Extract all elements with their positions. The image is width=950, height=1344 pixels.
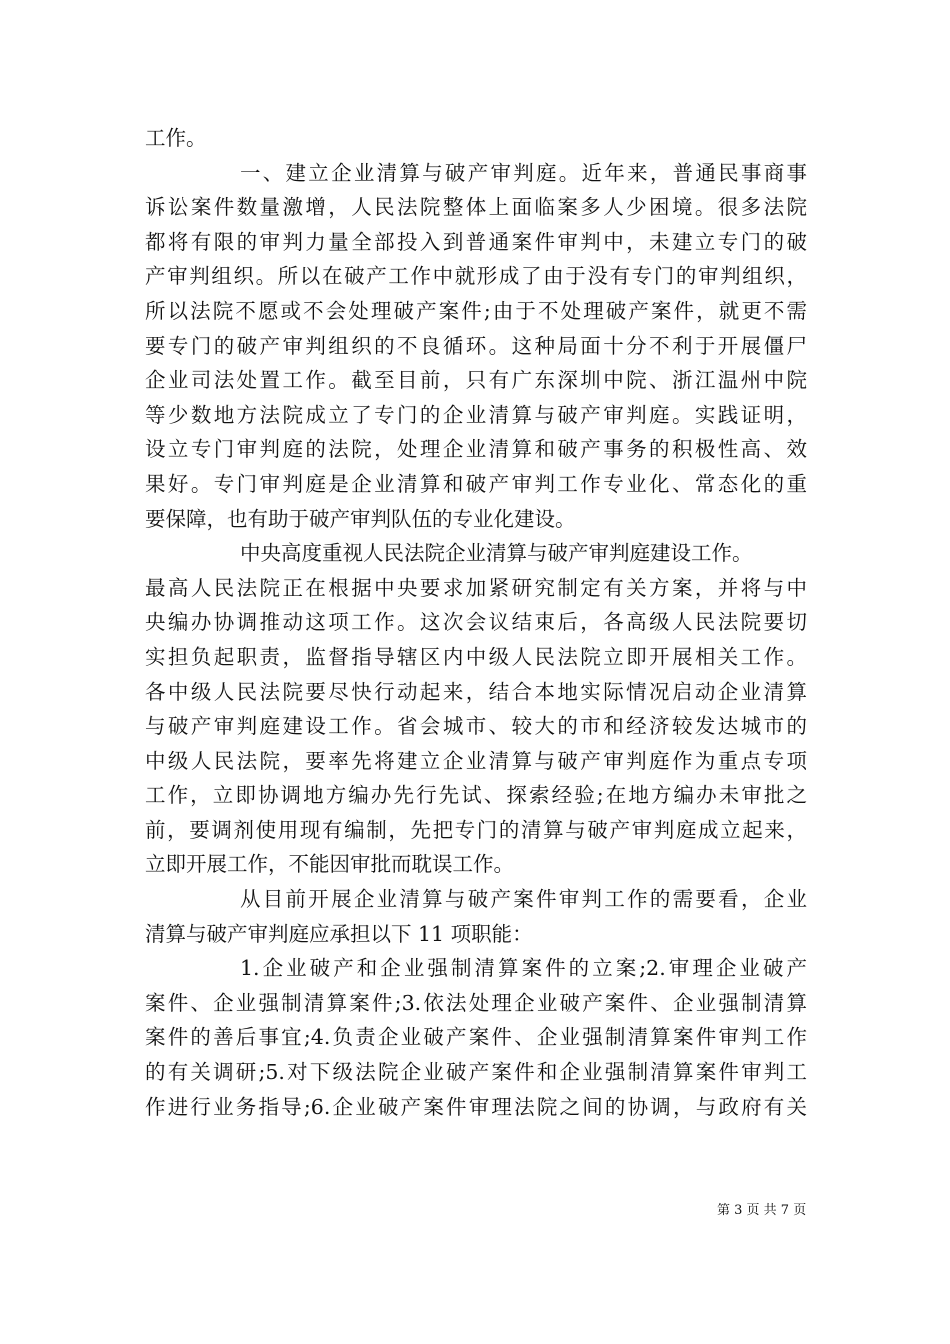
text-line: 一、建立企业清算与破产审判庭。近年来，普通民事商事 <box>240 160 807 185</box>
document-body <box>145 121 807 1124</box>
text-line: 设立专门审判庭的法院，处理企业清算和破产事务的积极性高、效 <box>145 437 807 462</box>
text-line: 工作，立即协调地方编办先行先试、探索经验;在地方编办未审批之 <box>145 783 807 808</box>
text-line: 中央高度重视人民法院企业清算与破产审判庭建设工作。 <box>240 541 753 566</box>
text-line: 央编办协调推动这项工作。这次会议结束后，各高级人民法院要切 <box>145 610 807 635</box>
text-line: 要保障，也有助于破产审判队伍的专业化建设。 <box>145 506 576 531</box>
text-line: 企业司法处置工作。截至目前，只有广东深圳中院、浙江温州中院 <box>145 368 807 393</box>
text-line: 产审判组织。所以在破产工作中就形成了由于没有专门的审判组织， <box>145 264 807 289</box>
text-line: 所以法院不愿或不会处理破产案件;由于不处理破产案件，就更不需 <box>145 298 807 323</box>
text-line: 与破产审判庭建设工作。省会城市、较大的市和经济较发达城市的 <box>145 714 807 739</box>
text-line: 要专门的破产审判组织的不良循环。这种局面十分不利于开展僵尸 <box>145 333 807 358</box>
text-line: 果好。专门审判庭是企业清算和破产审判工作专业化、常态化的重 <box>145 471 807 496</box>
text-line: 案件、企业强制清算案件;3.依法处理企业破产案件、企业强制清算 <box>145 990 807 1015</box>
text-line: 案件的善后事宜;4.负责企业破产案件、企业强制清算案件审判工作 <box>145 1025 807 1050</box>
text-line: 1.企业破产和企业强制清算案件的立案;2.审理企业破产 <box>240 956 807 981</box>
page-number: 第 3 页 共 7 页 <box>717 1203 807 1218</box>
text-line: 清算与破产审判庭应承担以下 11 项职能： <box>145 921 533 946</box>
text-line: 诉讼案件数量激增，人民法院整体上面临案多人少困境。很多法院 <box>145 195 807 220</box>
text-line: 的有关调研;5.对下级法院企业破产案件和企业强制清算案件审判工 <box>145 1060 807 1085</box>
text-line: 最高人民法院正在根据中央要求加紧研究制定有关方案，并将与中 <box>145 575 807 600</box>
text-line: 都将有限的审判力量全部投入到普通案件审判中，未建立专门的破 <box>145 229 807 254</box>
text-line: 作进行业务指导;6.企业破产案件审理法院之间的协调，与政府有关 <box>145 1094 807 1119</box>
text-line: 从目前开展企业清算与破产案件审判工作的需要看，企业 <box>240 887 807 912</box>
text-line: 实担负起职责，监督指导辖区内中级人民法院立即开展相关工作。 <box>145 644 807 669</box>
text-line: 等少数地方法院成立了专门的企业清算与破产审判庭。实践证明， <box>145 402 807 427</box>
text-line: 各中级人民法院要尽快行动起来，结合本地实际情况启动企业清算 <box>145 679 807 704</box>
text-line: 立即开展工作，不能因审批而耽误工作。 <box>145 852 514 877</box>
text-line: 前，要调剂使用现有编制，先把专门的清算与破产审判庭成立起来， <box>145 817 807 842</box>
text-line: 中级人民法院，要率先将建立企业清算与破产审判庭作为重点专项 <box>145 748 807 773</box>
text-line: 工作。 <box>145 126 207 150</box>
